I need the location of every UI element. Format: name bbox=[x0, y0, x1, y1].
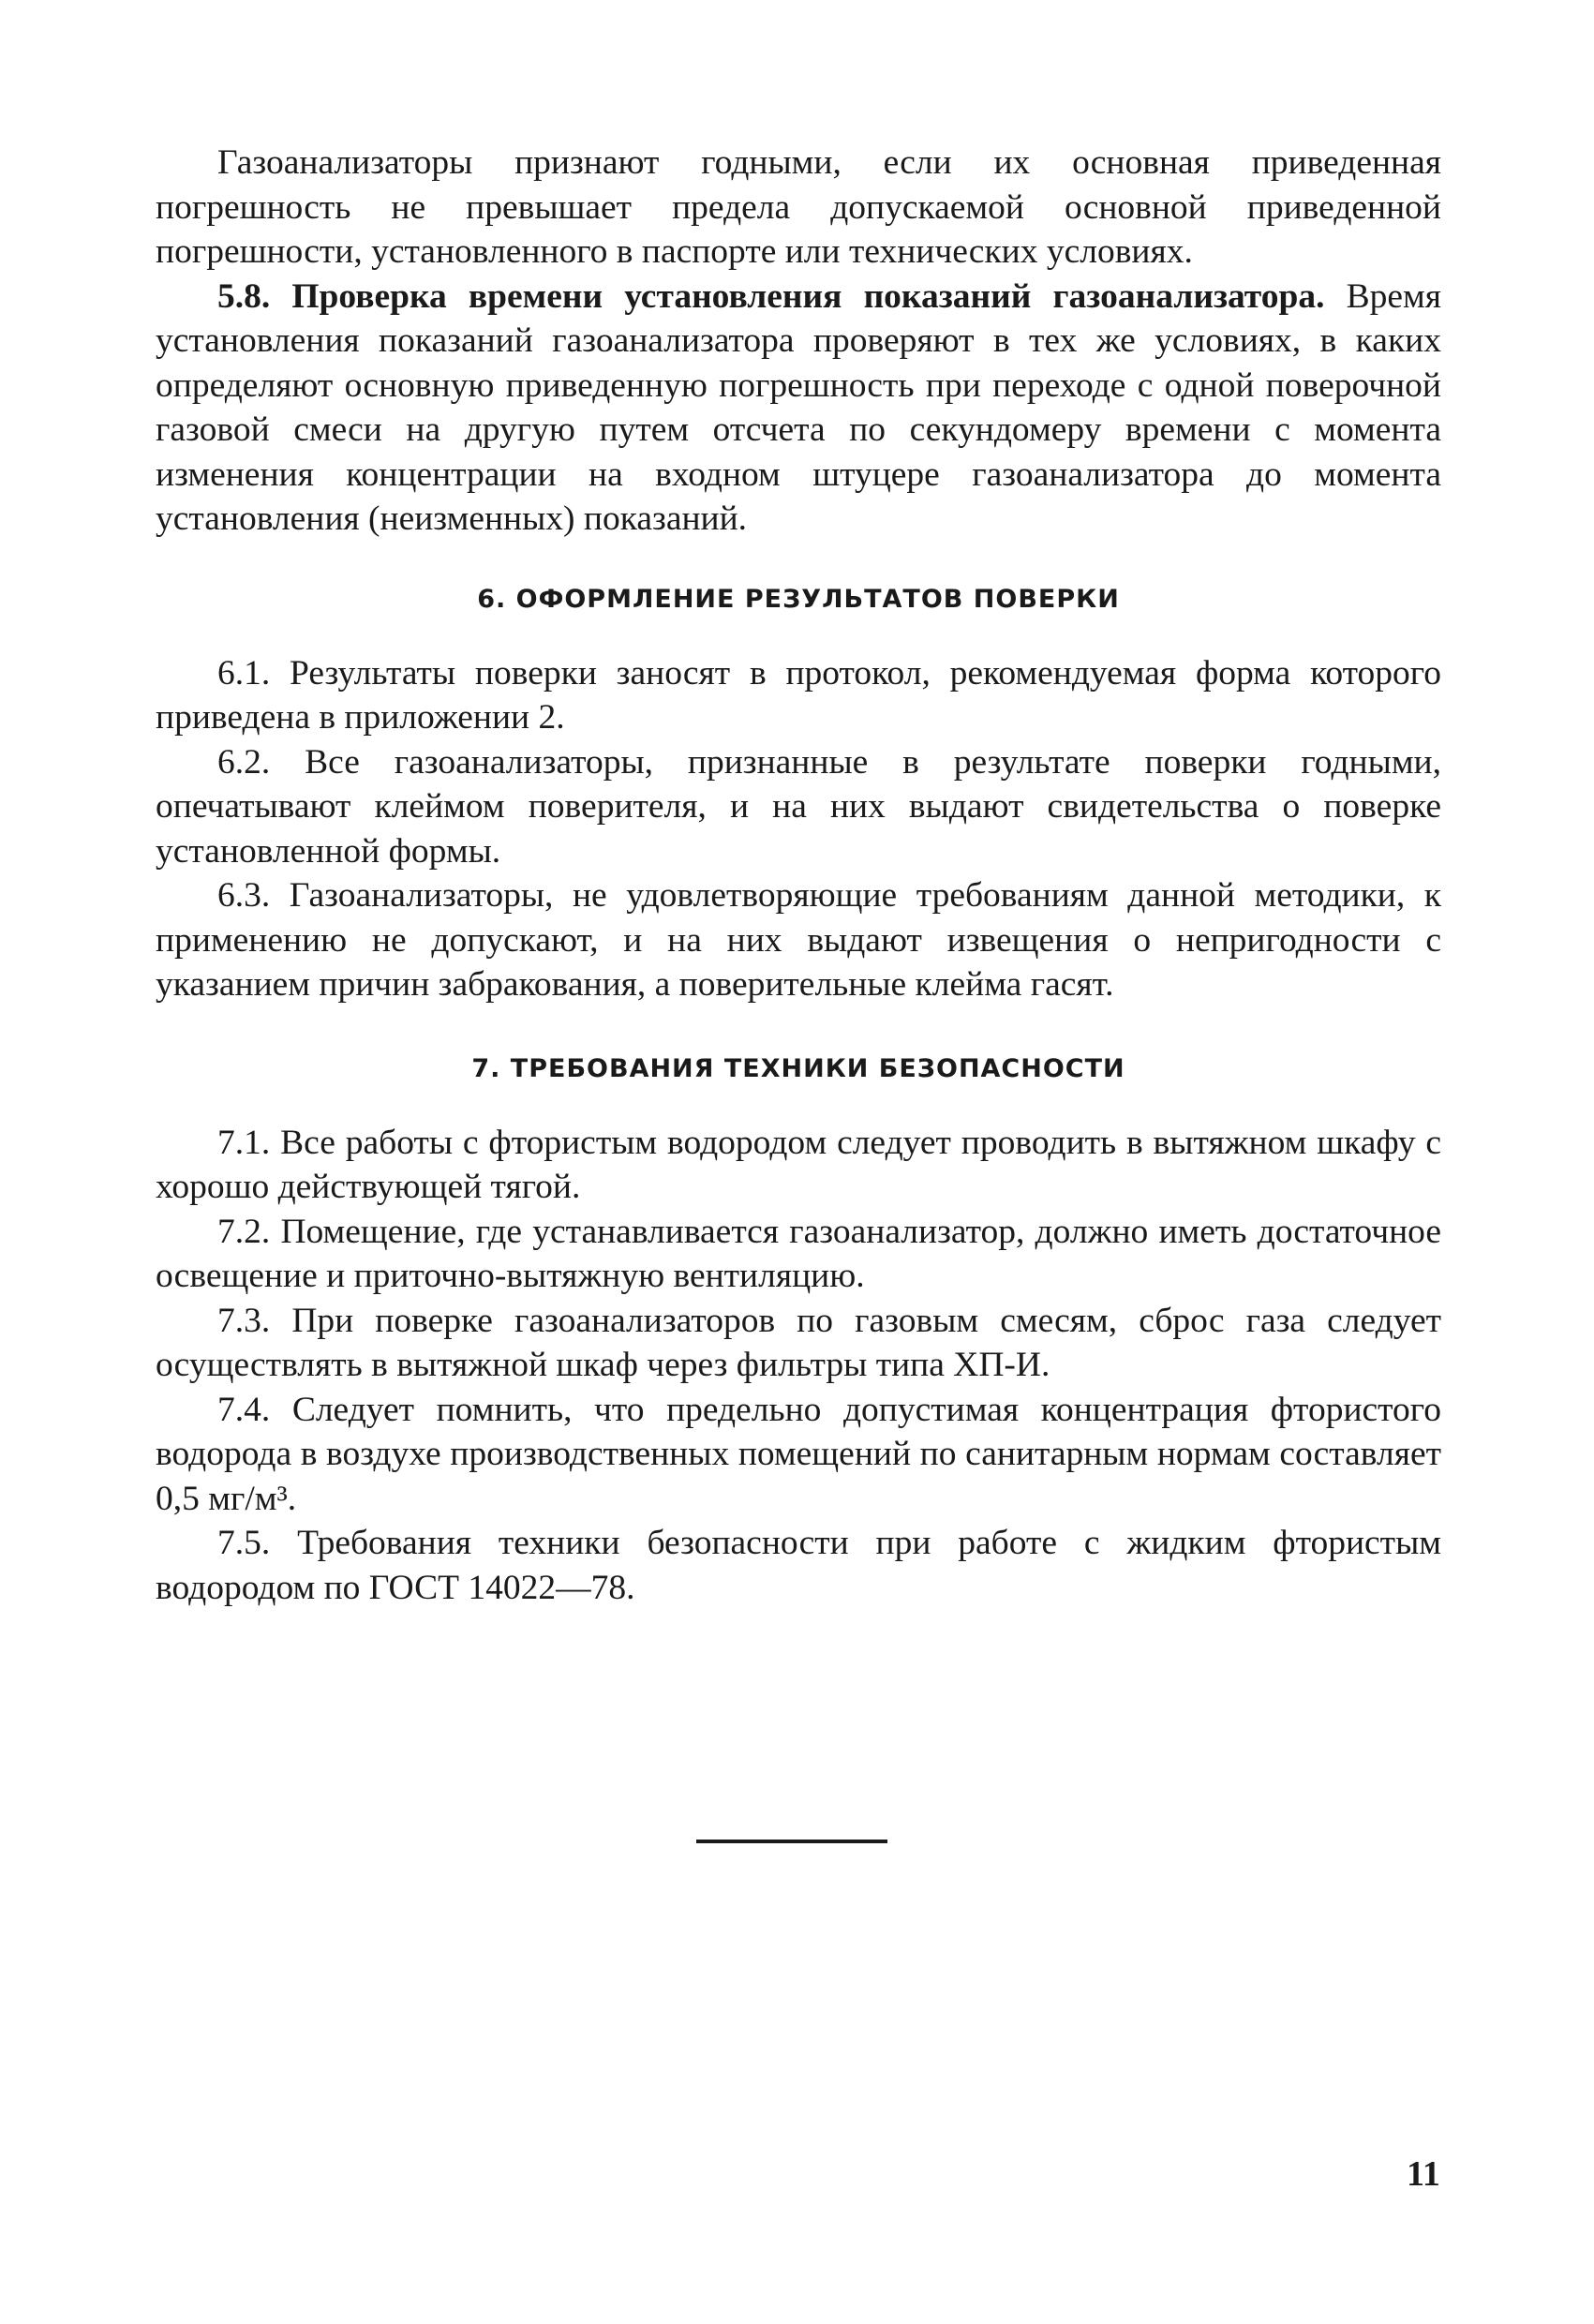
paragraph-5-8 bbox=[156, 275, 1441, 542]
paragraph-6-3: 6.3. Газоанализаторы, не удовлетворяющие требованиям данной методики, к применению не допускают, и на них выдают извещения о непригодности с указанием причин забракования, а поверительные клейма гасят. bbox=[156, 876, 1441, 1004]
paragraph-7-2: 7.2. Помещение, где устанавливается газоанализатор, должно иметь достаточное освещение и приточно-вытяжную вентиляцию. bbox=[156, 1212, 1441, 1295]
section-7-heading: 7. ТРЕБОВАНИЯ ТЕХНИКИ БЕЗОПАСНОСТИ bbox=[471, 1053, 1125, 1083]
section-6-heading: 6. ОФОРМЛЕНИЕ РЕЗУЛЬТАТОВ ПОВЕРКИ bbox=[477, 584, 1120, 614]
paragraph-suitability: Газоанализаторы признают годными, если их основная приведенная погрешность не превышает предела допускаемой основной приведенной погрешности, установленного в паспорте или технических условиях. bbox=[156, 143, 1441, 271]
paragraph-7-5: 7.5. Требования техники безопасности при работе с жидким фтористым водородом по ГОСТ 14022—78. bbox=[156, 1524, 1441, 1607]
paragraph-6-2: 6.2. Все газоанализаторы, признанные в результате поверки годными, опечатывают клеймом поверителя, и на них выдают свидетельства о поверке установленной формы. bbox=[156, 742, 1441, 871]
paragraph-6-1: 6.1. Результаты поверки заносят в протокол, рекомендуемая форма которого приведена в приложении 2. bbox=[156, 653, 1441, 737]
end-rule-divider bbox=[696, 1840, 887, 1843]
document-page bbox=[156, 141, 1441, 1610]
page-number: 11 bbox=[1407, 2154, 1440, 2194]
paragraph-7-4: 7.4. Следует помнить, что предельно допустимая концентрация фтористого водорода в воздухе производственных помещений по санитарным нормам составляет 0,5 мг/м³. bbox=[156, 1390, 1441, 1518]
paragraph-5-8-body: Время установления показаний газоанализатора проверяют в тех же условиях, в каких определяют основную приведенную погрешность при переходе с одной поверочной газовой смеси на другую путем отсчета по секундомеру времени с момента изменения концентрации на входном штуцере газоанализатора до момента установления (неизменных) показаний. bbox=[156, 276, 1441, 538]
paragraph-7-3: 7.3. При поверке газоанализаторов по газовым смесям, сброс газа следует осуществлять в вытяжной шкаф через фильтры типа ХП-И. bbox=[156, 1301, 1441, 1384]
paragraph-7-1: 7.1. Все работы с фтористым водородом следует проводить в вытяжном шкафу с хорошо действующей тягой. bbox=[156, 1123, 1441, 1206]
paragraph-5-8-title: 5.8. Проверка времени установления показаний газоанализатора. bbox=[217, 276, 1325, 316]
